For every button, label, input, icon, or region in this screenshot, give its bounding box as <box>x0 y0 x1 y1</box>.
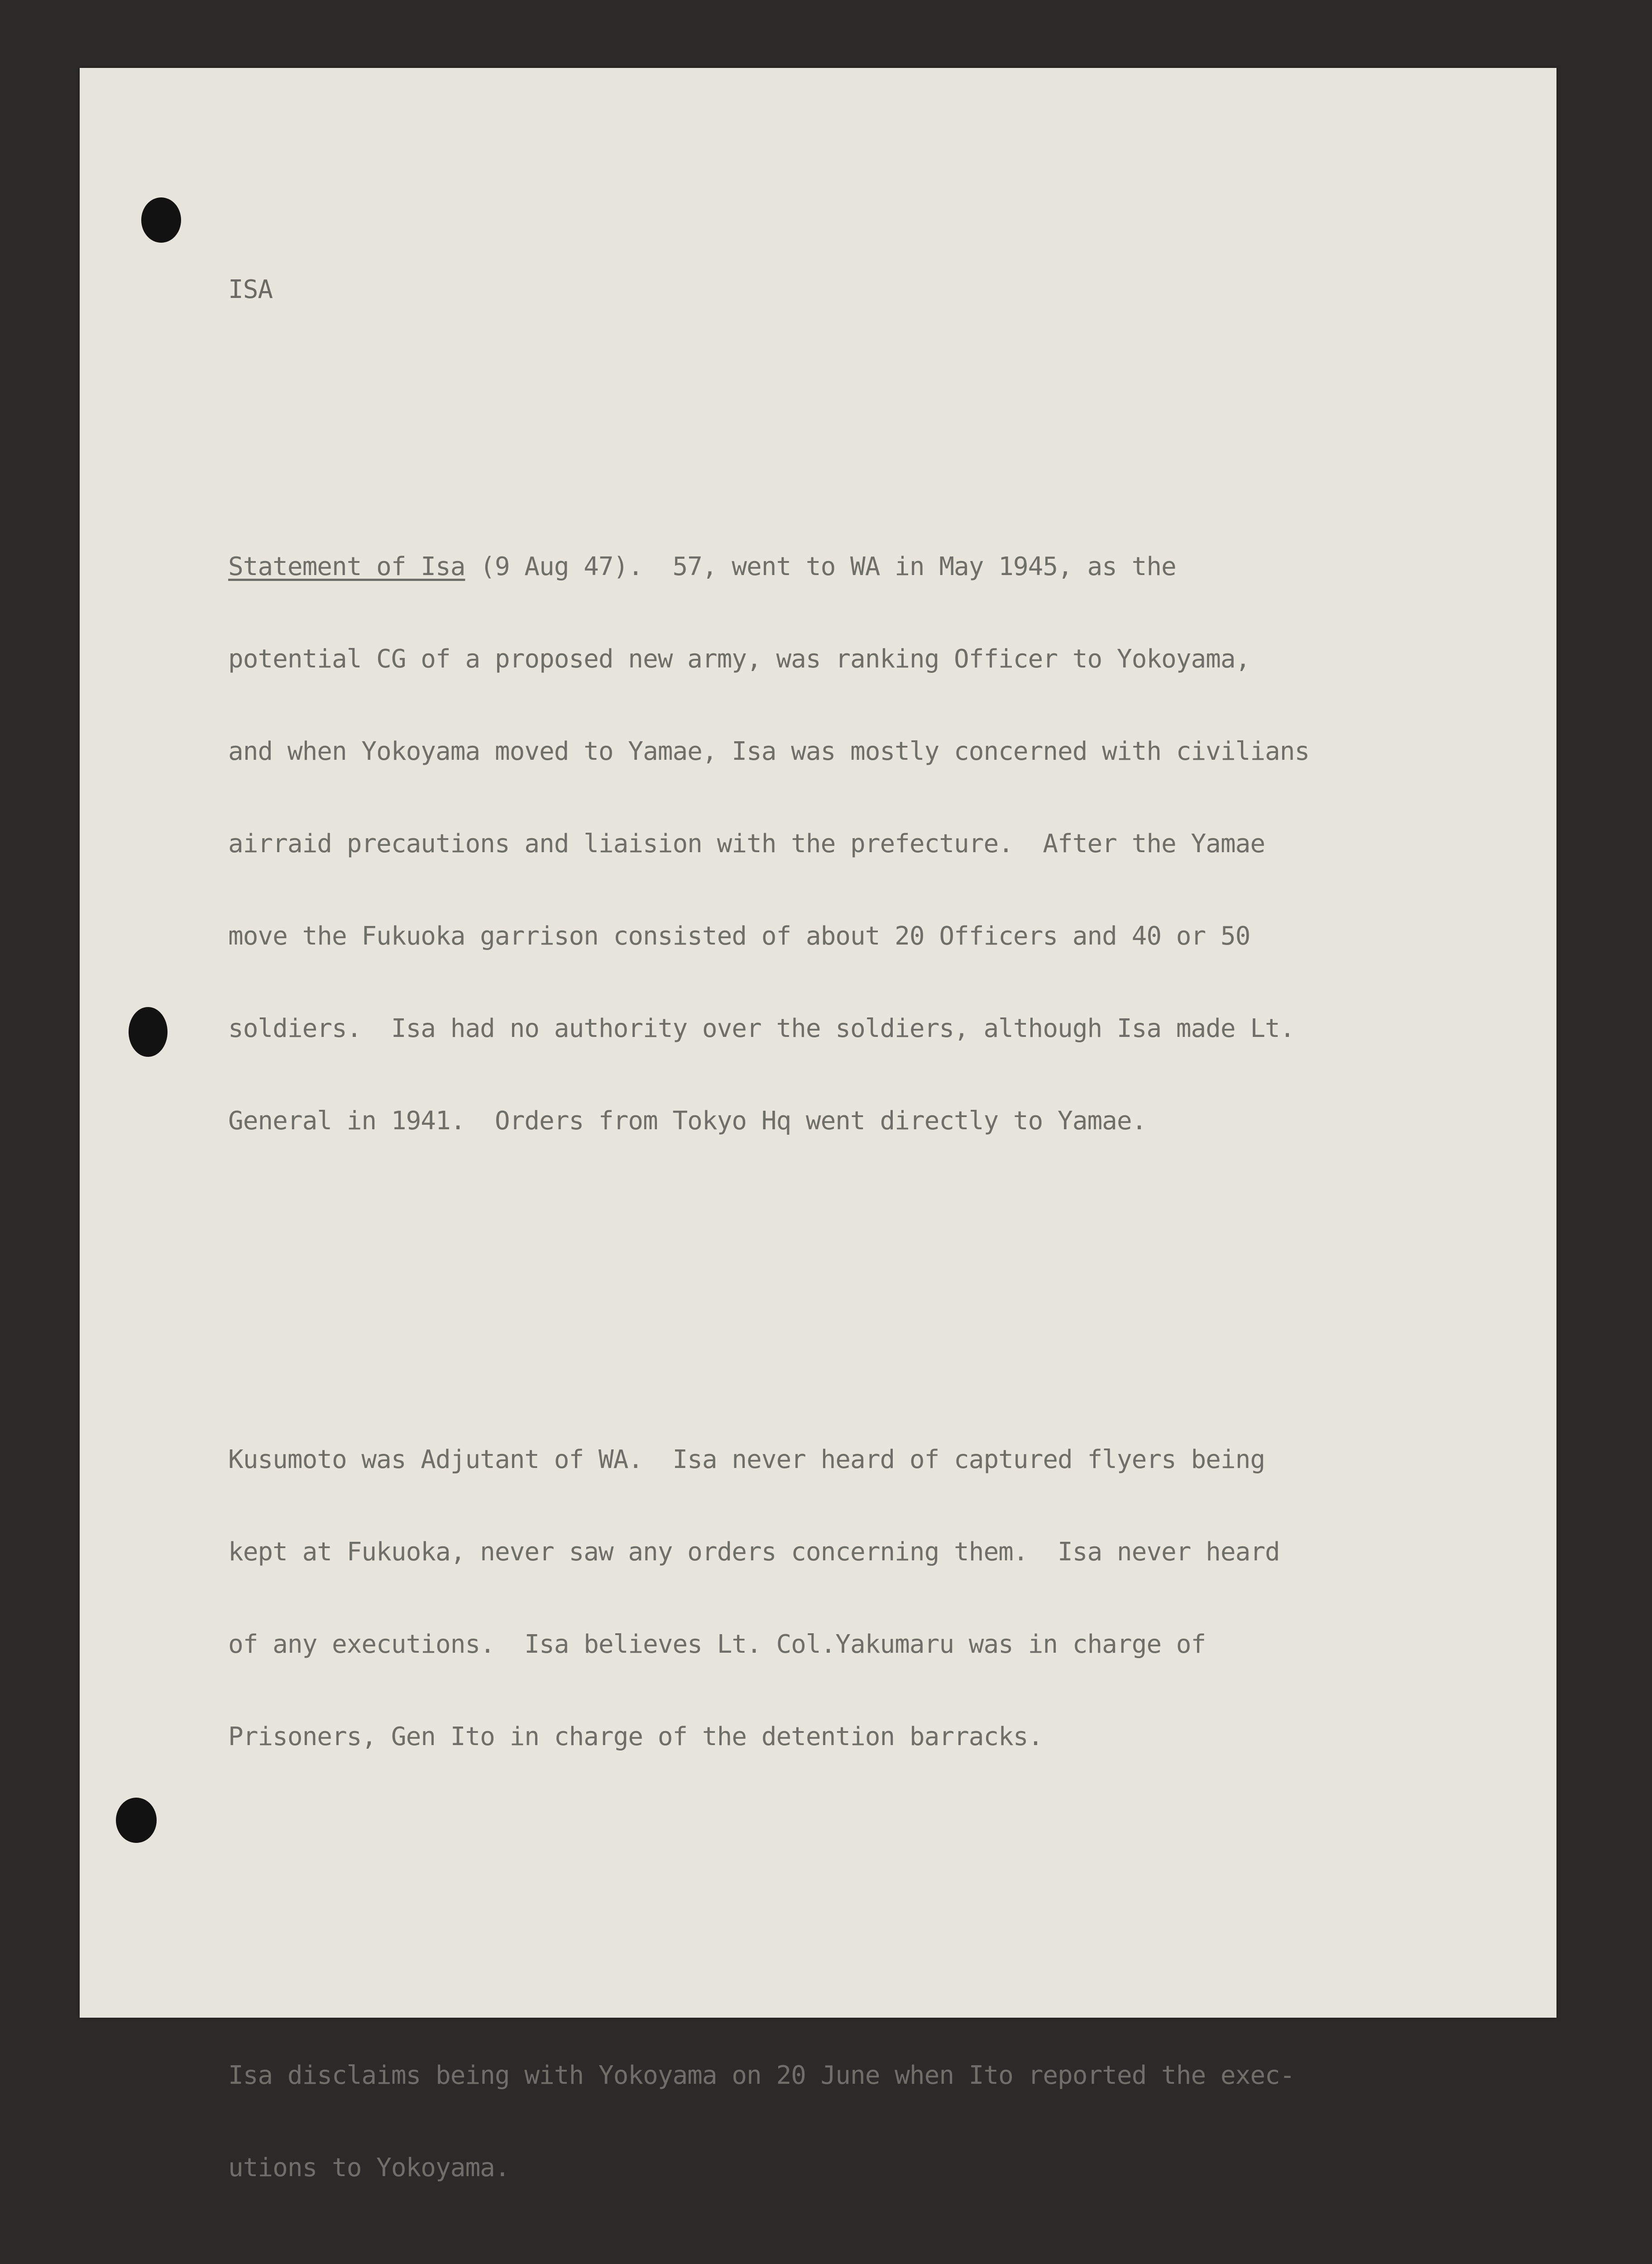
paragraph-line: move the Fukuoka garrison consisted of about 20 Officers and 40 or 50 <box>228 921 1250 951</box>
paragraph-line: of any executions. Isa believes Lt. Col.Yakumaru was in charge of <box>228 1630 1206 1659</box>
paragraph-3 <box>228 1999 1496 2245</box>
punch-hole-top <box>141 197 181 243</box>
paragraph-line: General in 1941. Orders from Tokyo Hq went directly to Yamae. <box>228 1106 1147 1136</box>
paragraph-line: soldiers. Isa had no authority over the soldiers, although Isa made Lt. <box>228 1014 1295 1043</box>
typed-text <box>228 213 1496 2264</box>
punch-hole-middle <box>129 1007 168 1057</box>
paragraph-2 <box>228 1383 1496 1814</box>
paragraph-line: and when Yokoyama moved to Yamae, Isa was mostly concerned with civilians <box>228 737 1310 766</box>
paragraph-line: Isa disclaims being with Yokoyama on 20 June when Ito reported the exec- <box>228 2061 1295 2090</box>
paragraph-line: airraid precautions and liaision with the prefecture. After the Yamae <box>228 829 1265 859</box>
paragraph-line: utions to Yokoyama. <box>228 2153 510 2182</box>
paragraph-line: Kusumoto was Adjutant of WA. Isa never heard of captured flyers being <box>228 1445 1265 1474</box>
paragraph-line: Prisoners, Gen Ito in charge of the detention barracks. <box>228 1722 1043 1751</box>
document-page <box>80 68 1556 2182</box>
paragraph-1 <box>228 490 1496 1198</box>
paragraph-line: kept at Fukuoka, never saw any orders concerning them. Isa never heard <box>228 1537 1280 1567</box>
statement-title: Statement of Isa <box>228 552 465 581</box>
punch-hole-bottom <box>116 1798 157 1843</box>
paragraph-line: potential CG of a proposed new army, was ranking Officer to Yokoyama, <box>228 644 1250 674</box>
paragraph-line: Statement of Isa (9 Aug 47). 57, went to WA in May 1945, as the <box>228 552 1176 581</box>
document-heading: ISA <box>228 275 273 304</box>
